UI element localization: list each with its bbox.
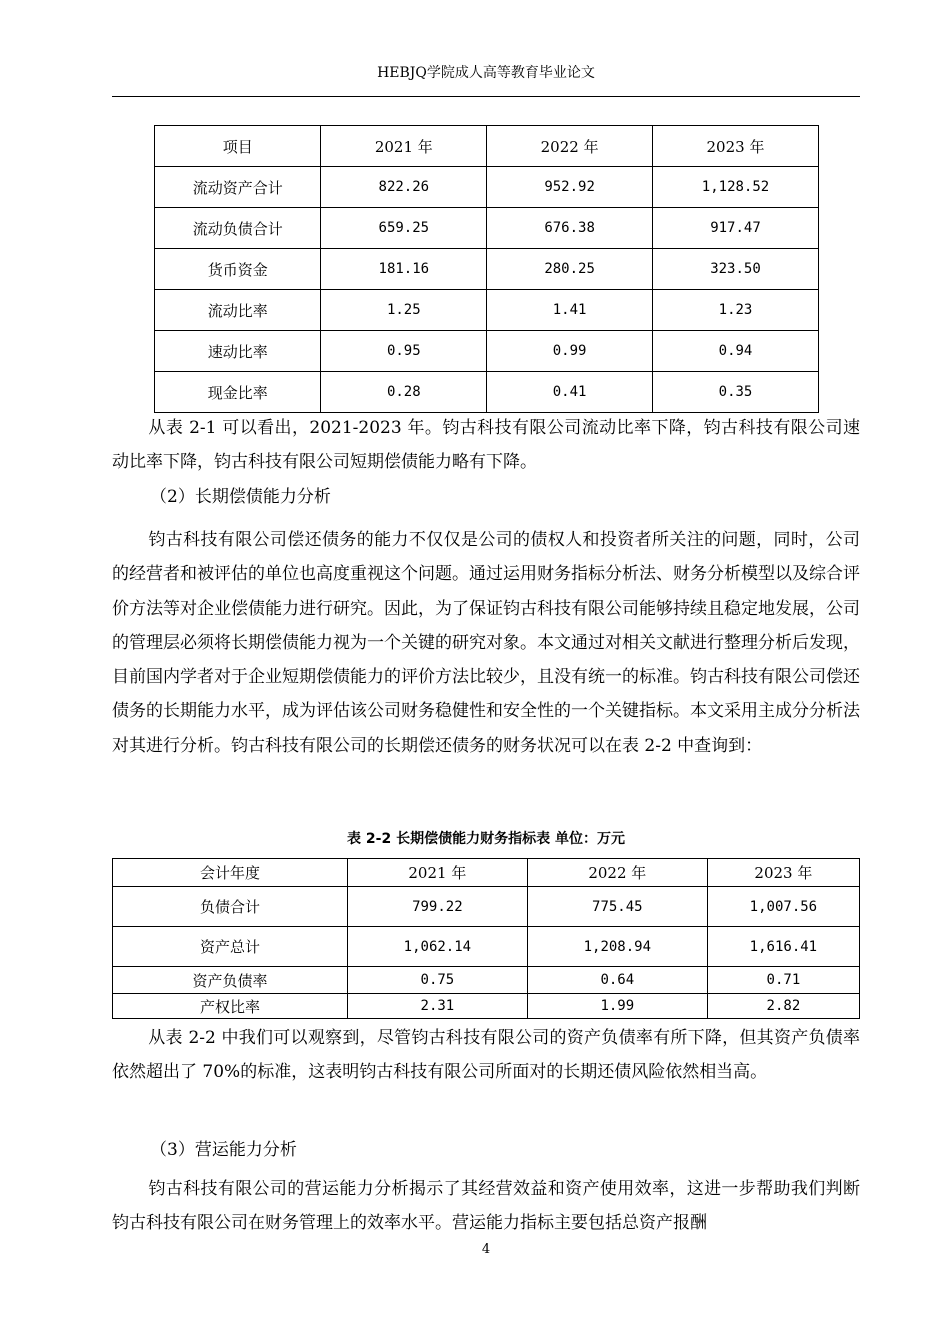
table-cell: 0.41 [487, 372, 653, 413]
table-cell: 0.35 [653, 372, 819, 413]
table-cell: 323.50 [653, 249, 819, 290]
paragraph-text: 从表 2-1 可以看出，2021-2023 年。钧古科技有限公司流动比率下降，钧古科技有限公司速动比率下降，钧古科技有限公司短期偿债能力略有下降。 [112, 418, 860, 473]
table-cell: 676.38 [487, 208, 653, 249]
table-header-cell: 2021 年 [347, 859, 527, 887]
table-row [155, 249, 819, 290]
table-cell-label: 流动比率 [155, 290, 321, 331]
table-cell-label: 流动负债合计 [155, 208, 321, 249]
table-row [155, 331, 819, 372]
table-row [155, 372, 819, 413]
paragraph-text: 钧古科技有限公司偿还债务的能力不仅仅是公司的债权人和投资者所关注的问题，同时，公司的经营者和被评估的单位也高度重视这个问题。通过运用财务指标分析法、财务分析模型以及综合评价方法等对企业偿债能力进行研究。因此，为了保证钧古科技有限公司能够持续且稳定地发展，公司的管理层必须将长期偿债能力视为一个关键的研究对象。本文通过对相关文献进行整理分析后发现，目前国内学者对于企业短期偿债能力的评价方法比较少，且没有统一的标准。钧古科技有限公司偿还债务的长期能力水平，成为评估该公司财务稳健性和安全性的一个关键指标。本文采用主成分分析法对其进行分析。钧古科技有限公司的长期偿还债务的财务状况可以在表 2-2 中查询到： [112, 530, 860, 756]
table-cell: 1.23 [653, 290, 819, 331]
table-cell: 1,616.41 [707, 927, 859, 967]
table-row [155, 290, 819, 331]
paragraph-long-term-solvency [112, 523, 860, 763]
table-header-cell: 2023 年 [653, 126, 819, 167]
table-cell: 1,062.14 [347, 927, 527, 967]
table-cell: 0.28 [321, 372, 487, 413]
table-cell: 0.64 [527, 967, 707, 994]
table-row [113, 887, 860, 927]
table-cell: 1,128.52 [653, 167, 819, 208]
table-cell-label: 流动资产合计 [155, 167, 321, 208]
paragraph-text: 钧古科技有限公司的营运能力分析揭示了其经营效益和资产使用效率，这进一步帮助我们判断钧古科技有限公司在财务管理上的效率水平。营运能力指标主要包括总资产报酬 [112, 1179, 860, 1234]
table-cell: 1,007.56 [707, 887, 859, 927]
paragraph-operating-capacity [112, 1172, 860, 1241]
table-cell-label: 产权比率 [113, 994, 348, 1019]
table-long-term-solvency [112, 858, 860, 1019]
section-heading-operating-capacity: （3）营运能力分析 [150, 1140, 297, 1160]
table-header-cell: 2021 年 [321, 126, 487, 167]
table-header-cell: 2022 年 [487, 126, 653, 167]
table-cell: 181.16 [321, 249, 487, 290]
page-header: HEBJQ学院成人高等教育毕业论文 [377, 65, 595, 81]
table-cell: 659.25 [321, 208, 487, 249]
table-cell-label: 速动比率 [155, 331, 321, 372]
table-cell: 775.45 [527, 887, 707, 927]
section-heading-long-term-solvency: （2）长期偿债能力分析 [150, 487, 331, 507]
table-cell: 1.25 [321, 290, 487, 331]
table-cell-label: 负债合计 [113, 887, 348, 927]
table-cell: 0.95 [321, 331, 487, 372]
table-cell-label: 资产负债率 [113, 967, 348, 994]
table-short-term-solvency [154, 125, 819, 413]
paragraph-table2-analysis [112, 1021, 860, 1090]
table-row [113, 927, 860, 967]
table-cell-label: 资产总计 [113, 927, 348, 967]
table-cell: 0.94 [653, 331, 819, 372]
table-header-cell: 2022 年 [527, 859, 707, 887]
table-cell: 1.99 [527, 994, 707, 1019]
table-cell: 0.99 [487, 331, 653, 372]
header-rule [112, 96, 860, 97]
table-cell: 917.47 [653, 208, 819, 249]
table-cell: 0.71 [707, 967, 859, 994]
table-row [113, 967, 860, 994]
table-row [155, 208, 819, 249]
table-header-row [113, 859, 860, 887]
table2-caption: 表 2-2 长期偿债能力财务指标表 单位：万元 [347, 831, 625, 847]
table-cell-label: 货币资金 [155, 249, 321, 290]
table-cell-label: 现金比率 [155, 372, 321, 413]
table-row [113, 994, 860, 1019]
table-cell: 0.75 [347, 967, 527, 994]
table-header-cell: 项目 [155, 126, 321, 167]
table-cell: 1.41 [487, 290, 653, 331]
table-cell: 2.82 [707, 994, 859, 1019]
table-cell: 2.31 [347, 994, 527, 1019]
table-cell: 799.22 [347, 887, 527, 927]
table-header-cell: 会计年度 [113, 859, 348, 887]
table-row [155, 167, 819, 208]
table-cell: 952.92 [487, 167, 653, 208]
table-cell: 822.26 [321, 167, 487, 208]
table-header-row [155, 126, 819, 167]
paragraph-text: 从表 2-2 中我们可以观察到，尽管钧古科技有限公司的资产负债率有所下降，但其资产负债率依然超出了 70%的标准，这表明钧古科技有限公司所面对的长期还债风险依然相当高。 [112, 1028, 860, 1083]
table-cell: 280.25 [487, 249, 653, 290]
table-cell: 1,208.94 [527, 927, 707, 967]
table-header-cell: 2023 年 [707, 859, 859, 887]
page-number: 4 [481, 1242, 491, 1257]
paragraph-table1-analysis [112, 411, 860, 480]
